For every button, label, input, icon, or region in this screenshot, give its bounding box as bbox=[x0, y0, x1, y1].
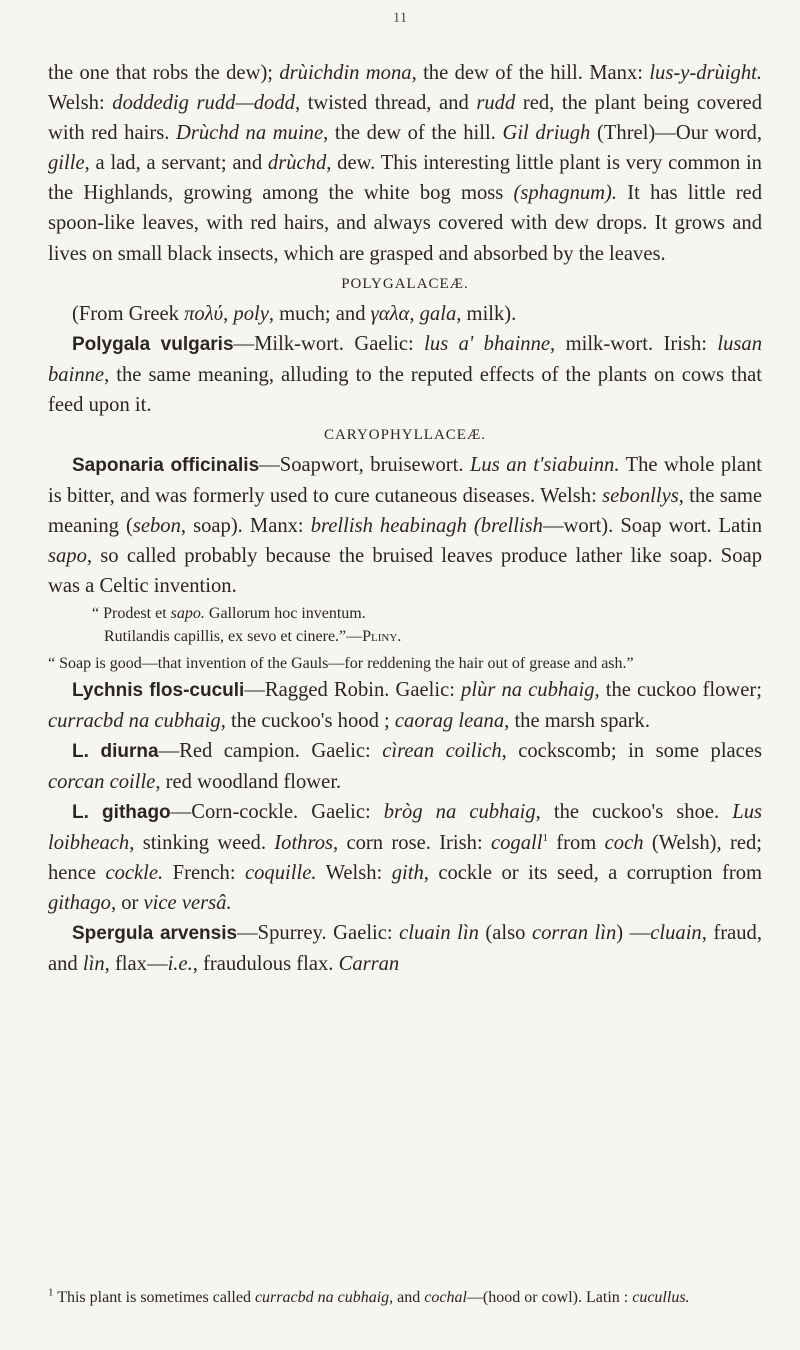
section-heading-polygalaceae: POLYGALACEÆ. bbox=[341, 275, 469, 292]
paragraph-spergula: Spergula arvensis—Spurrey. Gaelic: cluain lìn (also corran lìn) —cluain, fraud, and lìn, flax—i.e., fraudulous flax. Carran bbox=[48, 922, 762, 976]
paragraph-lychnis-githago: L. githago—Corn-cockle. Gaelic: bròg na cubhaig, the cuckoo's shoe. Lus loibheach, stinking weed. Iothros, corn rose. Irish: cogall$^1$ from coch (Welsh), red; hence cockle. French: coquille. Welsh: gith, cockle or its seed, a corruption from githago, or vice versâ. bbox=[48, 800, 763, 915]
footnote-number: 1 bbox=[48, 1286, 54, 1299]
quote-line-1: “ Prodest et sapo. Gallorum hoc inventum. bbox=[92, 604, 366, 622]
paragraph-polygala-vulgaris: Polygala vulgaris—Milk-wort. Gaelic: lus a' bhainne, milk-wort. Irish: lusan bainne, the same meaning, alluding to the reputed effects of the plants on cows that feed upon it. bbox=[48, 332, 762, 416]
section-heading-caryophyllaceae: CARYOPHYLLACEÆ. bbox=[323, 427, 487, 444]
species-name: L. diurna bbox=[72, 740, 159, 762]
page-number: 11 bbox=[392, 10, 408, 26]
footnote: $^1$ This plant is sometimes called curracbd na cubhaig, and cochal—(hood or cowl). Latin : cucullus. bbox=[48, 1286, 690, 1306]
paragraph-drosera: the one that robs the dew); drùichdin mona, the dew of the hill. Manx: lus-y-drùight. Welsh: doddedig rudd—dodd, twisted thread, and rudd red, the plant being covered with red hairs. Drùchd na muine, the dew of the hill. Gil driugh (Threl)—Our word, gille, a lad, a servant; and drùchd, dew. This interesting little plant is very common in the Highlands, growing among the white bog moss (sphagnum). It has little red spoon-like leaves, with red hairs, and always covered with dew drops. It grows and lives on small black insects, which are grasped and absorbed by the leaves. bbox=[48, 62, 762, 265]
species-name: Lychnis flos-cuculi bbox=[72, 679, 245, 701]
species-name: Polygala vulgaris bbox=[72, 333, 234, 355]
species-name: Saponaria officinalis bbox=[72, 455, 260, 477]
paragraph-saponaria: Saponaria officinalis—Soapwort, bruisewort. Lus an t'siabuinn. The whole plant is bitter, and was formerly used to cure cutaneous diseases. Welsh: sebonllys, the same meaning (sebon, soap). Manx: brellish heabinagh (brellish—wort). Soap wort. Latin sapo, so called probably because the bruised leaves produce lather like soap. Soap was a Celtic invention. bbox=[48, 454, 763, 598]
species-name: L. githago bbox=[72, 801, 171, 823]
page-body bbox=[48, 58, 762, 979]
footnote-marker: 1 bbox=[542, 832, 548, 845]
pliny-quote bbox=[48, 602, 762, 648]
quote-translation: “ Soap is good—that invention of the Gauls—for reddening the hair out of grease and ash.” bbox=[48, 654, 634, 672]
paragraph-lychnis-flos-cuculi: Lychnis flos-cuculi—Ragged Robin. Gaelic: plùr na cubhaig, the cuckoo flower; curracbd na cubhaig, the cuckoo's hood ; caorag leana, the marsh spark. bbox=[48, 678, 762, 732]
paragraph-lychnis-diurna: L. diurna—Red campion. Gaelic: cìrean coilich, cockscomb; in some places corcan coille, red woodland flower. bbox=[48, 739, 762, 793]
species-name: Spergula arvensis bbox=[72, 923, 238, 945]
paragraph-etymology-polygala: (From Greek πολύ, poly, much; and γαλα, gala, milk). bbox=[72, 302, 517, 325]
quote-line-2: Rutilandis capillis, ex sevo et cinere.”—Pliny. bbox=[104, 627, 402, 645]
